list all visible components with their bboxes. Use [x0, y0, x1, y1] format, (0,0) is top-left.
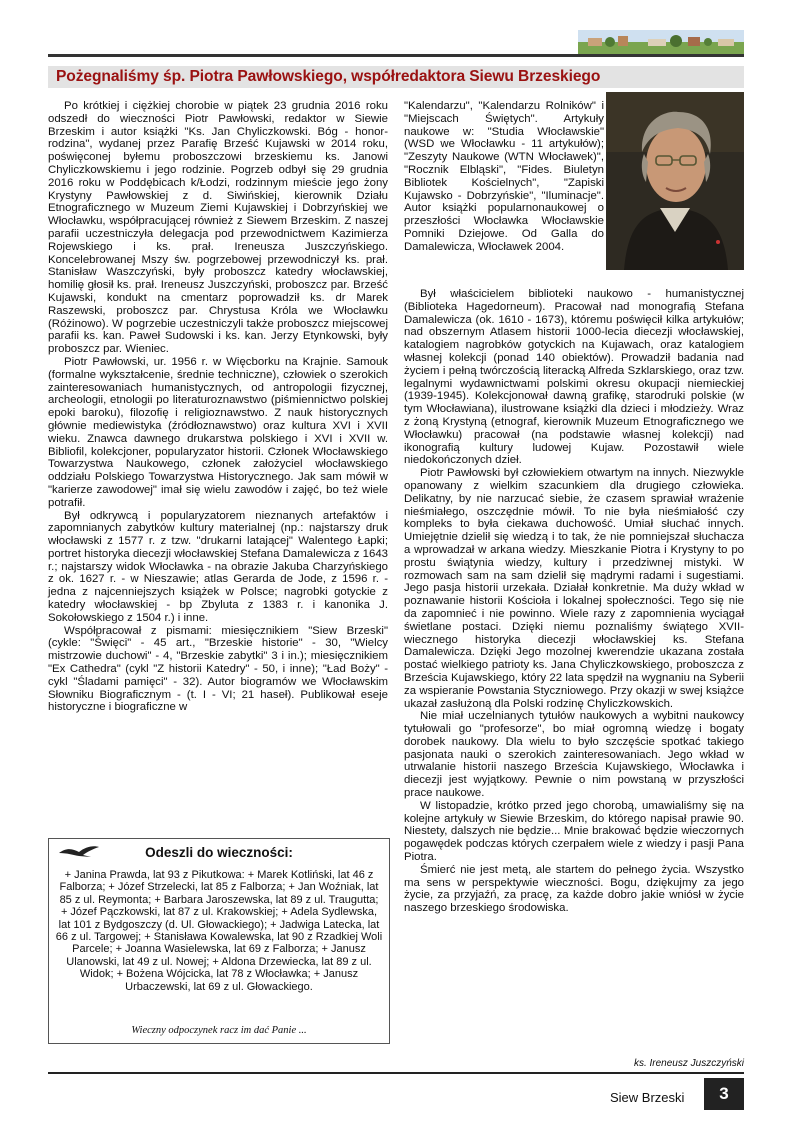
right-column [404, 288, 744, 915]
paragraph: Był właścicielem biblioteki naukowo - humanistycznej (Biblioteka Hagedorneum). Pracował nad monografią Stefana Damalewicza (ok. 1610 - 1673), któremu poświęcił kilka artykułów; nad obszernym Atlasem historii 1000-lecia diecezji włocławskiej, katalogiem nagrobków gotyckich na Kujawach, oraz katalogiem własnej kolekcji (ponad 140 obiektów). Prowadził badania nad życiem i pełną twórczością literacką Alfreda Szklarskiego, oraz tzw. legalnymi wydawnictwami polskimi okresu okupacji niemieckiej (1939-1945). Kolekcjonował dawną grafikę, starodruki polskie (w tym Włocławiana), ilustrowane książki dla dzieci i młodzieży. Wraz z żoną Krystyną (etnograf, kierownik Muzeum Etnograficznego we Włocławku) pracował (na podstawie własnej kolekcji) nad ikonografią kultury ludowej Kujaw. Pozostawił wiele niedokończonych dzieł. [404, 288, 744, 467]
paragraph: Był odkrywcą i popularyzatorem nieznanych artefaktów i zapomnianych zabytków kultury materialnej (np.: najstarszy druk włocławski z 1577 r. z tzw. "drukarni latającej" Walentego Łapki; portret historyka diecezji włocławskiej Stefana Damalewicza z 1643 r.; najstarszy widok Włocławka - na obrazie Jakuba Charzyńskiego z ok. 1627 r. - w Nieszawie; atlas Gerarda de Jode, z 1596 r. - jedna z najcenniejszych książek w Polsce; nagrobki gotyckie z katedry włocławskiej - bp Zbyluta z 1383 r. i kanonika J. Sokołowskiego z 1504 r.) i inne. [48, 509, 388, 624]
article-title: Pożegnaliśmy śp. Piotra Pawłowskiego, współredaktora Siewu Brzeskiego [56, 68, 601, 85]
paragraph: Współpracował z pismami: miesięcznikiem "Siew Brzeski" (cykle: "Święci" - 45 art., "Brzeskie historie" - 30, "Wielcy mistrzowie duchowi" - 4, "Brzeskie zabytki" 3 i in.); miesięcznikiem "Ex Cathedra" (cykl "Z historii Katedry" - 50, i inne); "Ład Boży" - cykl "Śladami pamięci" - 32). Autor biogramów we Włocławskim Słowniku Biograficznym - (t. I - VI; 21 haseł). Publikował eseje historyczne i biograficzne w [48, 624, 388, 714]
paragraph: Piotr Pawłowski był człowiekiem otwartym na innych. Niezwykle opanowany z wielkim szacunkiem dla drugiego człowieka. Delikatny, by nie narzucać siebie, że czasem sprawiał wrażenie nieśmiałego, oszczędnie mówił. To nie była nieśmiałość czy kompleks to była ciekawa duchowość. Umiał słuchać innych. Umiejętnie dzielił się wiedzą i to tak, że nie pomniejszał słuchacza a wprowadzał w arkana wiedzy. Mieszkanie Piotra i Krystyny to po prostu świątynia wiedzy, kultury i przedziwnej mistyki. W rozmowach sam na sam dzielił się mądrymi radami i sugestiami. Jego pasja historii urzekała. Działał konkretnie. Ma duży wkład w poznawanie historii Kościoła i lokalnej społeczności. Tego się nie da zapomnieć i nie powinno. Wiele razy z zapomnienia wyciągał świetlane postaci. Dzięki niemu poznaliśmy świątego XVII-wiecznego historyka diecezji włocławskiej ks. Stefana Damalewicza. Dzięki Jego mozolnej kwerendzie ukazana została postać wielkiego patrioty ks. Jana Chyliczkowskiego, proboszcza z Brześcia Kujawskiego, który 22 lata spędził na wygnaniu na Syberii za wspieranie Powstania Styczniowego. Przy okazji w swej książce ukazał zasłużoną dla Polski rodzinę Chyliczkowskich. [404, 467, 744, 710]
paragraph: "Kalendarzu", "Kalendarzu Rolników" i "Miejscach Świętych". Artykuły naukowe w: "Studia Włocławskie" (WSD we Włocławku - 11 artykułów); "Zeszyty Naukowe (WTN Włocławek)", "Rocznik Elbląski", "Fides. Biuletyn Bibliotek Kościelnych", "Zapiski Kujawsko - Dobrzyńskie", "Iluminacje". Autor książki popularnonaukowej o przeszłości Włocławka Włocławskie Pomniki Dziejowe. Od Galla do Damalewicza, Włocławek 2004. [404, 100, 604, 253]
page-number: 3 [704, 1078, 744, 1110]
header-village-photo [578, 30, 744, 54]
footer-rule [48, 1072, 744, 1074]
portrait-photo [606, 92, 744, 270]
right-column-top [404, 100, 604, 254]
header-rule [48, 54, 744, 57]
paragraph: Nie miał uczelnianych tytułów naukowych a wybitni naukowcy tytułowali go "profesorze", bo miał ogromną wiedzę i bogaty dorobek naukowy. Dla wielu to było szczęście spotkać takiego pasjonata nauki o szerokich zainteresowaniach. Jego wkład w utrwalanie historii naszego Brześcia Kujawskiego, Włocławka i diecezji jest wyjątkowy. Pewnie o nim powstaną w przyszłości prace naukowe. [404, 710, 744, 800]
left-column [48, 100, 388, 714]
obituary-list: + Janina Prawda, lat 93 z Pikutkowa: + Marek Kotliński, lat 46 z Falborza; + Józef Strzelecki, lat 85 z Falborza; + Jan Woźniak, lat 85 z ul. Reymonta; + Barbara Jaroszewska, lat 89 z ul. Traugutta; + Józef Pączkowski, lat 87 z ul. Krakowskiej; + Adela Sydlewska, lat 101 z Bydgoszczy (d. Ul. Głowackiego); + Jadwiga Latecka, lat 66 z ul. Targowej; + Stanisława Kowalewska, lat 90 z Rzadkiej Woli Parcele; + Joanna Wasielewska, lat 69 z Falborza; + Janusz Ulanowski, lat 49 z ul. Nowej; + Aldona Drzewiecka, lat 89 z ul. Widok; + Bożena Wójcicka, lat 78 z Włocławka; + Janusz Urbaczewski, lat 69 z ul. Głowackiego. [55, 869, 383, 993]
author-signature: ks. Ireneusz Juszczyński [633, 1058, 744, 1069]
paragraph: Po krótkiej i ciężkiej chorobie w piątek 23 grudnia 2016 roku odszedł do wieczności Piotr Pawłowski, redaktor w Siewie Brzeskim i autor książki "Ks. Jan Chyliczkowski. Bóg - honor- rodzina", wydanej przez Parafię Brześć Kujawski w 2014 roku, poświęconej byłemu proboszczowi brzeskiemu ks. Janowi Chyliczkowskiemu i jego rodzinie. Pogrzeb odbył się 29 grudnia 2016 roku w Poddębicach k/Łodzi, rodzinnym mieście jego żony Krystyny Pawłowskiej z d. Siwińskiej, kierownik Działu Etnograficznego w Muzeum Ziemi Kujawskiej i Dobrzyńskiej we Włocławku, współpracującej również z Siewem Brzeskim. Z naszej parafii uczestniczyła delegacja pod przewodnictwem Kazimierza Rojewskiego i ks. prał. Ireneusza Juszczyńskiego. Koncelebrowanej Mszy św. pogrzebowej przewodniczył ks. prał. Stanisław Waszczyński, były proboszcz katedry włocławskiej, homilię głosił ks. prał. Ireneusz Juszczyński, proboszcz par. Brześć Kujawski, kondukt na cmentarz poprowadził ks. dr Marek Raszewski, proboszcz par. Chrystusa Króla we Włocławku (Różinowo). W pogrzebie uczestniczyli także proboszcz miejscowej parafii ks. kan. Paweł Sudowski i ks. kan. Jerzy Etynkowski, były proboszcz par. Wieniec. [48, 100, 388, 356]
obituary-box [48, 838, 390, 1044]
obituary-heading: Odeszli do wieczności: [145, 845, 293, 860]
paragraph: W listopadzie, krótko przed jego chorobą, umawialiśmy się na kolejne artykuły w Siewie Brzeskim, do którego napisał prawie 90. Niestety, dalszych nie będzie... Mnie brakować będzie wieczornych pogawędek podczas których czerpałem wiele z wiedzy i pasji Pana Piotra. [404, 799, 744, 864]
obituary-motto: Wieczny odpoczynek racz im dać Panie ... [131, 1025, 307, 1036]
paragraph: Śmierć nie jest metą, ale startem do pełnego życia. Wszystko ma sens w perspektywie wieczności. Bogu, dziękujmy za jego życie, za przyjaźń, za pracę, za każde dobro jakie wniósł w życie naszego brzeskiego środowiska. [404, 863, 744, 915]
paragraph: Piotr Pawłowski, ur. 1956 r. w Więcborku na Krajnie. Samouk (formalne wykształcenie, średnie techniczne), człowiek o szerokich zainteresowaniach humanistycznych, od antropologii fizycznej, archeologii, etnologii po literaturoznawstwo (piśmiennictwo polskiej epoki baroku), filozofię i religioznawstwo. Z nauk historycznych głównie mediewistyka (źródłoznawstwo) oraz kultura XVI i XVII wieku. Znawca dawnego drukarstwa polskiego i XVI i XVII w. Bibliofil, kolekcjoner, popularyzator historii. Członek Włocławskiego Towarzystwa Naukowego, członek założyciel włocławskiego oddziału Polskiego Towarzystwa Historycznego. Jak sam mówił w "karierze zawodowej" imał się wielu zawodów i zajęć, bo też wiele potrafił. [48, 355, 388, 509]
publication-name: Siew Brzeski [610, 1090, 685, 1105]
